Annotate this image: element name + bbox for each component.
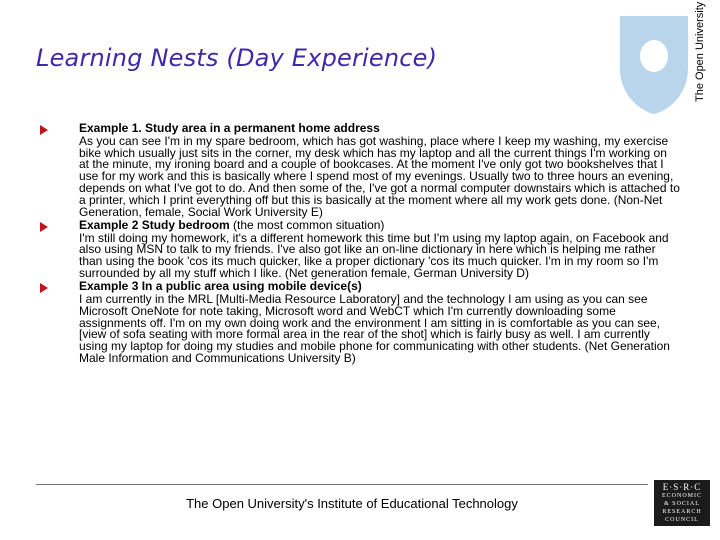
esrc-logo-line: RESEARCH [662,509,702,515]
footer-text: The Open University's Institute of Educational Technology [186,496,518,511]
list-item [40,219,680,280]
example-body: I'm still doing my homework, it's a different homework this time but I'm using my laptop again, on Facebook and also using MSN to talk to my friends. I've also got like an on-line dictionary in here which is helping me rather than using the book 'cos its much quicker, like a proper dictionary 'cos its much quicker. I'm in my room so I'm surrounded by all my stuff which I like. (Net generation female, German University D) [79,230,669,281]
esrc-logo-line: ECONOMIC [661,493,702,499]
example-title: Example 3 In a public area using mobile device(s) [79,279,362,294]
example-title: Example 2 Study bedroom (the most common situation) [79,217,385,232]
triangle-bullet-icon [40,125,48,135]
open-university-shield-logo [616,12,692,116]
list-item [40,122,680,219]
triangle-bullet-icon [40,222,48,232]
examples-list [40,122,680,365]
esrc-logo-line: & SOCIAL [664,501,700,507]
footer-divider [36,484,648,485]
university-name-vertical: The Open University [694,1,706,102]
example-title: Example 1. Study area in a permanent home address [79,121,380,135]
example-body: I am currently in the MRL [Multi-Media Resource Laboratory] and the technology I am using as you can see Microsoft OneNote for note taking, Microsoft word and WebCT which I'm currently downloading some assignments off. I'm on my own doing work and the environment I am sitting in is comfortable as you can see, [view of sofa seating with more formal area in the rear of the shot] which is fairly busy as well. I am currently using my laptop for doing my studies and mobile phone for communicating with other students. (Net Generation Male Information and Communications University B) [79,291,670,366]
esrc-logo-line: COUNCIL [665,517,699,523]
triangle-bullet-icon [40,283,48,293]
esrc-logo [654,480,710,526]
list-item [40,280,680,365]
esrc-logo-line: E·S·R·C [662,482,702,492]
example-body: As you can see I'm in my spare bedroom, which has got washing, place where I keep my washing, my exercise bike which usually just sits in the corner, my desk which has my laptop and all the current things I'm working on at the minute, my ironing board and a couple of bookcases. At the moment I've only got two bookshelves that I use for my work and this is basically where I spend most of my evenings. Usually two to three hours an evening, depends on what I've got to do. And then some of the, I've got a normal computer downstairs which is attached to a printer, which I print everything off but this is basically at the moment where all my work gets done. (Non-Net Generation, female, Social Work University E) [79,133,680,220]
slide-title: Learning Nests (Day Experience) [36,44,438,72]
